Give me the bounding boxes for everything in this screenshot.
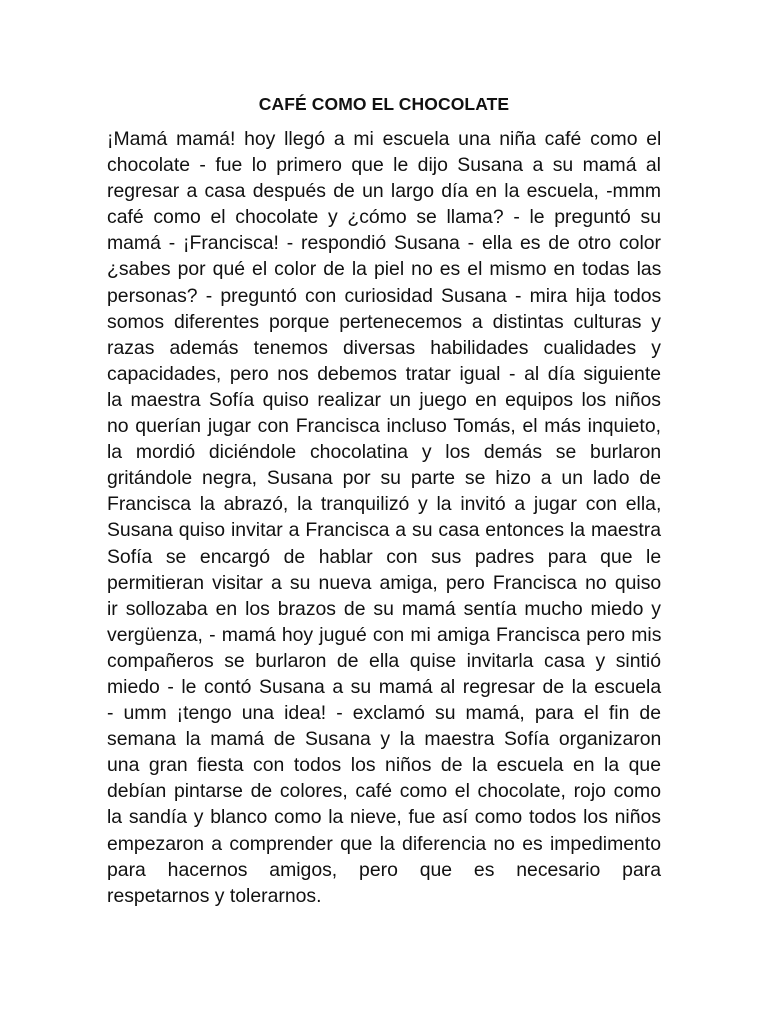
paragraph-line: regresar a casa después de un largo día en la escuela, -mmm (107, 180, 661, 203)
paragraph-line: respetarnos y tolerarnos. (107, 884, 322, 907)
paragraph-line: Susana quiso invitar a Francisca a su casa entonces la maestra (107, 519, 661, 542)
paragraph-line: para hacernos amigos, pero que es necesario para (107, 858, 661, 881)
paragraph-line: café como el chocolate y ¿cómo se llama? - le preguntó su (107, 206, 661, 229)
paragraph-line: Sofía se encargó de hablar con sus padres para que le (107, 545, 662, 568)
paragraph-line: ¿sabes por qué el color de la piel no es el mismo en todas las (107, 258, 662, 281)
paragraph-line: mamá - ¡Francisca! - respondió Susana - ella es de otro color (107, 232, 662, 255)
paragraph-line: empezaron a comprender que la diferencia no es impedimento (107, 832, 661, 855)
paragraph-line: semana la mamá de Susana y la maestra Sofía organizaron (107, 728, 662, 751)
paragraph-line: la sandía y blanco como la nieve, fue así como todos los niños (107, 806, 661, 829)
paragraph-line: ¡Mamá mamá! hoy llegó a mi escuela una niña café como el (107, 128, 662, 150)
story-paragraph (107, 126, 661, 909)
paragraph-line: capacidades, pero nos debemos tratar igual - al día siguiente (107, 362, 661, 385)
paragraph-line: razas además tenemos diversas habilidades cualidades y (107, 336, 661, 359)
paragraph-line: ir sollozaba en los brazos de su mamá sentía mucho miedo y (107, 597, 661, 620)
paragraph-line: permitieran visitar a su nueva amiga, pero Francisca no quiso (107, 571, 662, 594)
paragraph-line: chocolate - fue lo primero que le dijo Susana a su mamá al (107, 154, 661, 177)
paragraph-line: - umm ¡tengo una idea! - exclamó su mamá, para el fin de (107, 702, 661, 725)
paragraph-line: vergüenza, - mamá hoy jugué con mi amiga Francisca pero mis (107, 623, 662, 646)
paragraph-line: la maestra Sofía quiso realizar un juego en equipos los niños (107, 388, 661, 411)
paragraph-line: miedo - le contó Susana a su mamá al regresar de la escuela (107, 675, 662, 698)
paragraph-line: personas? - preguntó con curiosidad Susana - mira hija todos (107, 284, 662, 307)
paragraph-line: gritándole negra, Susana por su parte se hizo a un lado de (107, 467, 661, 490)
paragraph-line: una gran fiesta con todos los niños de la escuela en la que (107, 754, 661, 777)
paragraph-line: Francisca la abrazó, la tranquilizó y la invitó a jugar con ella, (107, 493, 662, 516)
paragraph-line: la mordió diciéndole chocolatina y los demás se burlaron (107, 441, 662, 464)
paragraph-line: compañeros se burlaron de ella quise invitarla casa y sintió (107, 649, 661, 672)
paragraph-line: no querían jugar con Francisca incluso Tomás, el más inquieto, (107, 415, 661, 438)
paragraph-line: somos diferentes porque pertenecemos a distintas culturas y (107, 310, 661, 333)
document-title: CAFÉ COMO EL CHOCOLATE (258, 94, 510, 114)
paragraph-line: debían pintarse de colores, café como el chocolate, rojo como (107, 780, 661, 803)
